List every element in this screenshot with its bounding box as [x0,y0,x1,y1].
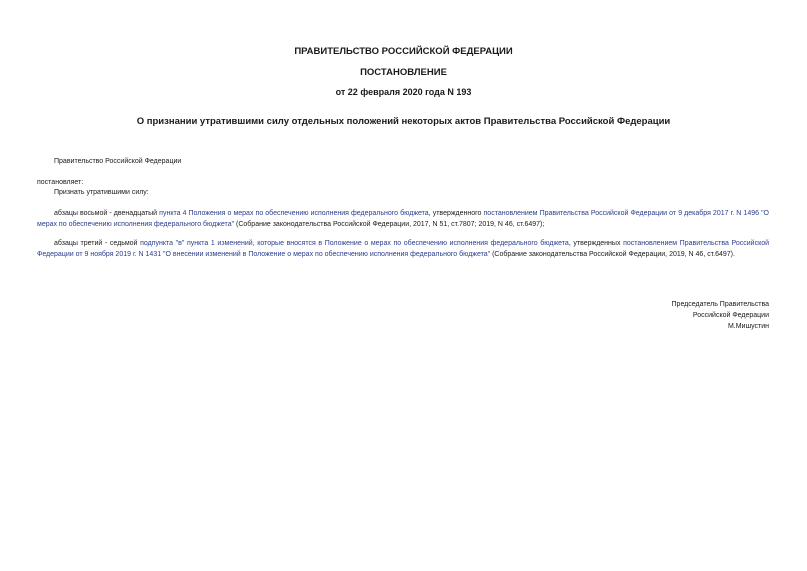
decrees-text: постановляет: [37,179,84,186]
signature-name: М.Мишустин [727,323,769,330]
document-type-heading: ПОСТАНОВЛЕНИЕ [360,67,447,78]
paragraph-item-1 [37,209,769,230]
item1-suffix: (Собрание законодательства Российской Федерации, 2017, N 51, ст.7807; 2019, N 46, ст.6497); [234,220,545,228]
item1-prefix: абзацы восьмой - двенадцатый [54,210,160,217]
item2-link-clause[interactable]: подпункта "в" пункта 1 изменений, которые вносятся в Положение о мерах по обеспечению исполнения федерального бюджета [140,240,569,247]
item2-suffix: (Собрание законодательства Российской Федерации, 2019, N 46, ст.6497). [490,250,735,258]
signature-position: Председатель Правительства [671,301,769,308]
signature-organization: Российской Федерации [692,312,769,319]
item2-prefix: абзацы третий - седьмой [54,240,141,247]
item1-mid: , утвержденного [428,210,484,217]
document-title: О признании утратившими силу отдельных положений некоторых актов Правительства Российской Федерации [136,116,671,127]
item2-mid: , утвержденных [568,240,624,247]
document-date-number: от 22 февраля 2020 года N 193 [335,87,472,97]
item1-link-decree[interactable]: постановлением Правительства Российской Федерации от 9 декабря 2017 г. N 1496 "О мерах по обеспечению исполнения федерального бюджета" [37,210,770,228]
recognize-text: Признать утратившими силу: [54,189,149,196]
signature-block [672,299,769,332]
item2-link-decree[interactable]: постановлением Правительства Российской Федерации от 9 ноября 2019 г. N 1431 "О внесении изменений в Положение о мерах по обеспечению исполнения федерального бюджета" [37,240,770,258]
paragraph-item-2 [37,239,769,260]
intro-text: Правительство Российской Федерации [54,158,182,165]
government-heading: ПРАВИТЕЛЬСТВО РОССИЙСКОЙ ФЕДЕРАЦИИ [294,46,513,57]
item1-link-clause[interactable]: пункта 4 Положения о мерах по обеспечению исполнения федерального бюджета [159,210,429,217]
